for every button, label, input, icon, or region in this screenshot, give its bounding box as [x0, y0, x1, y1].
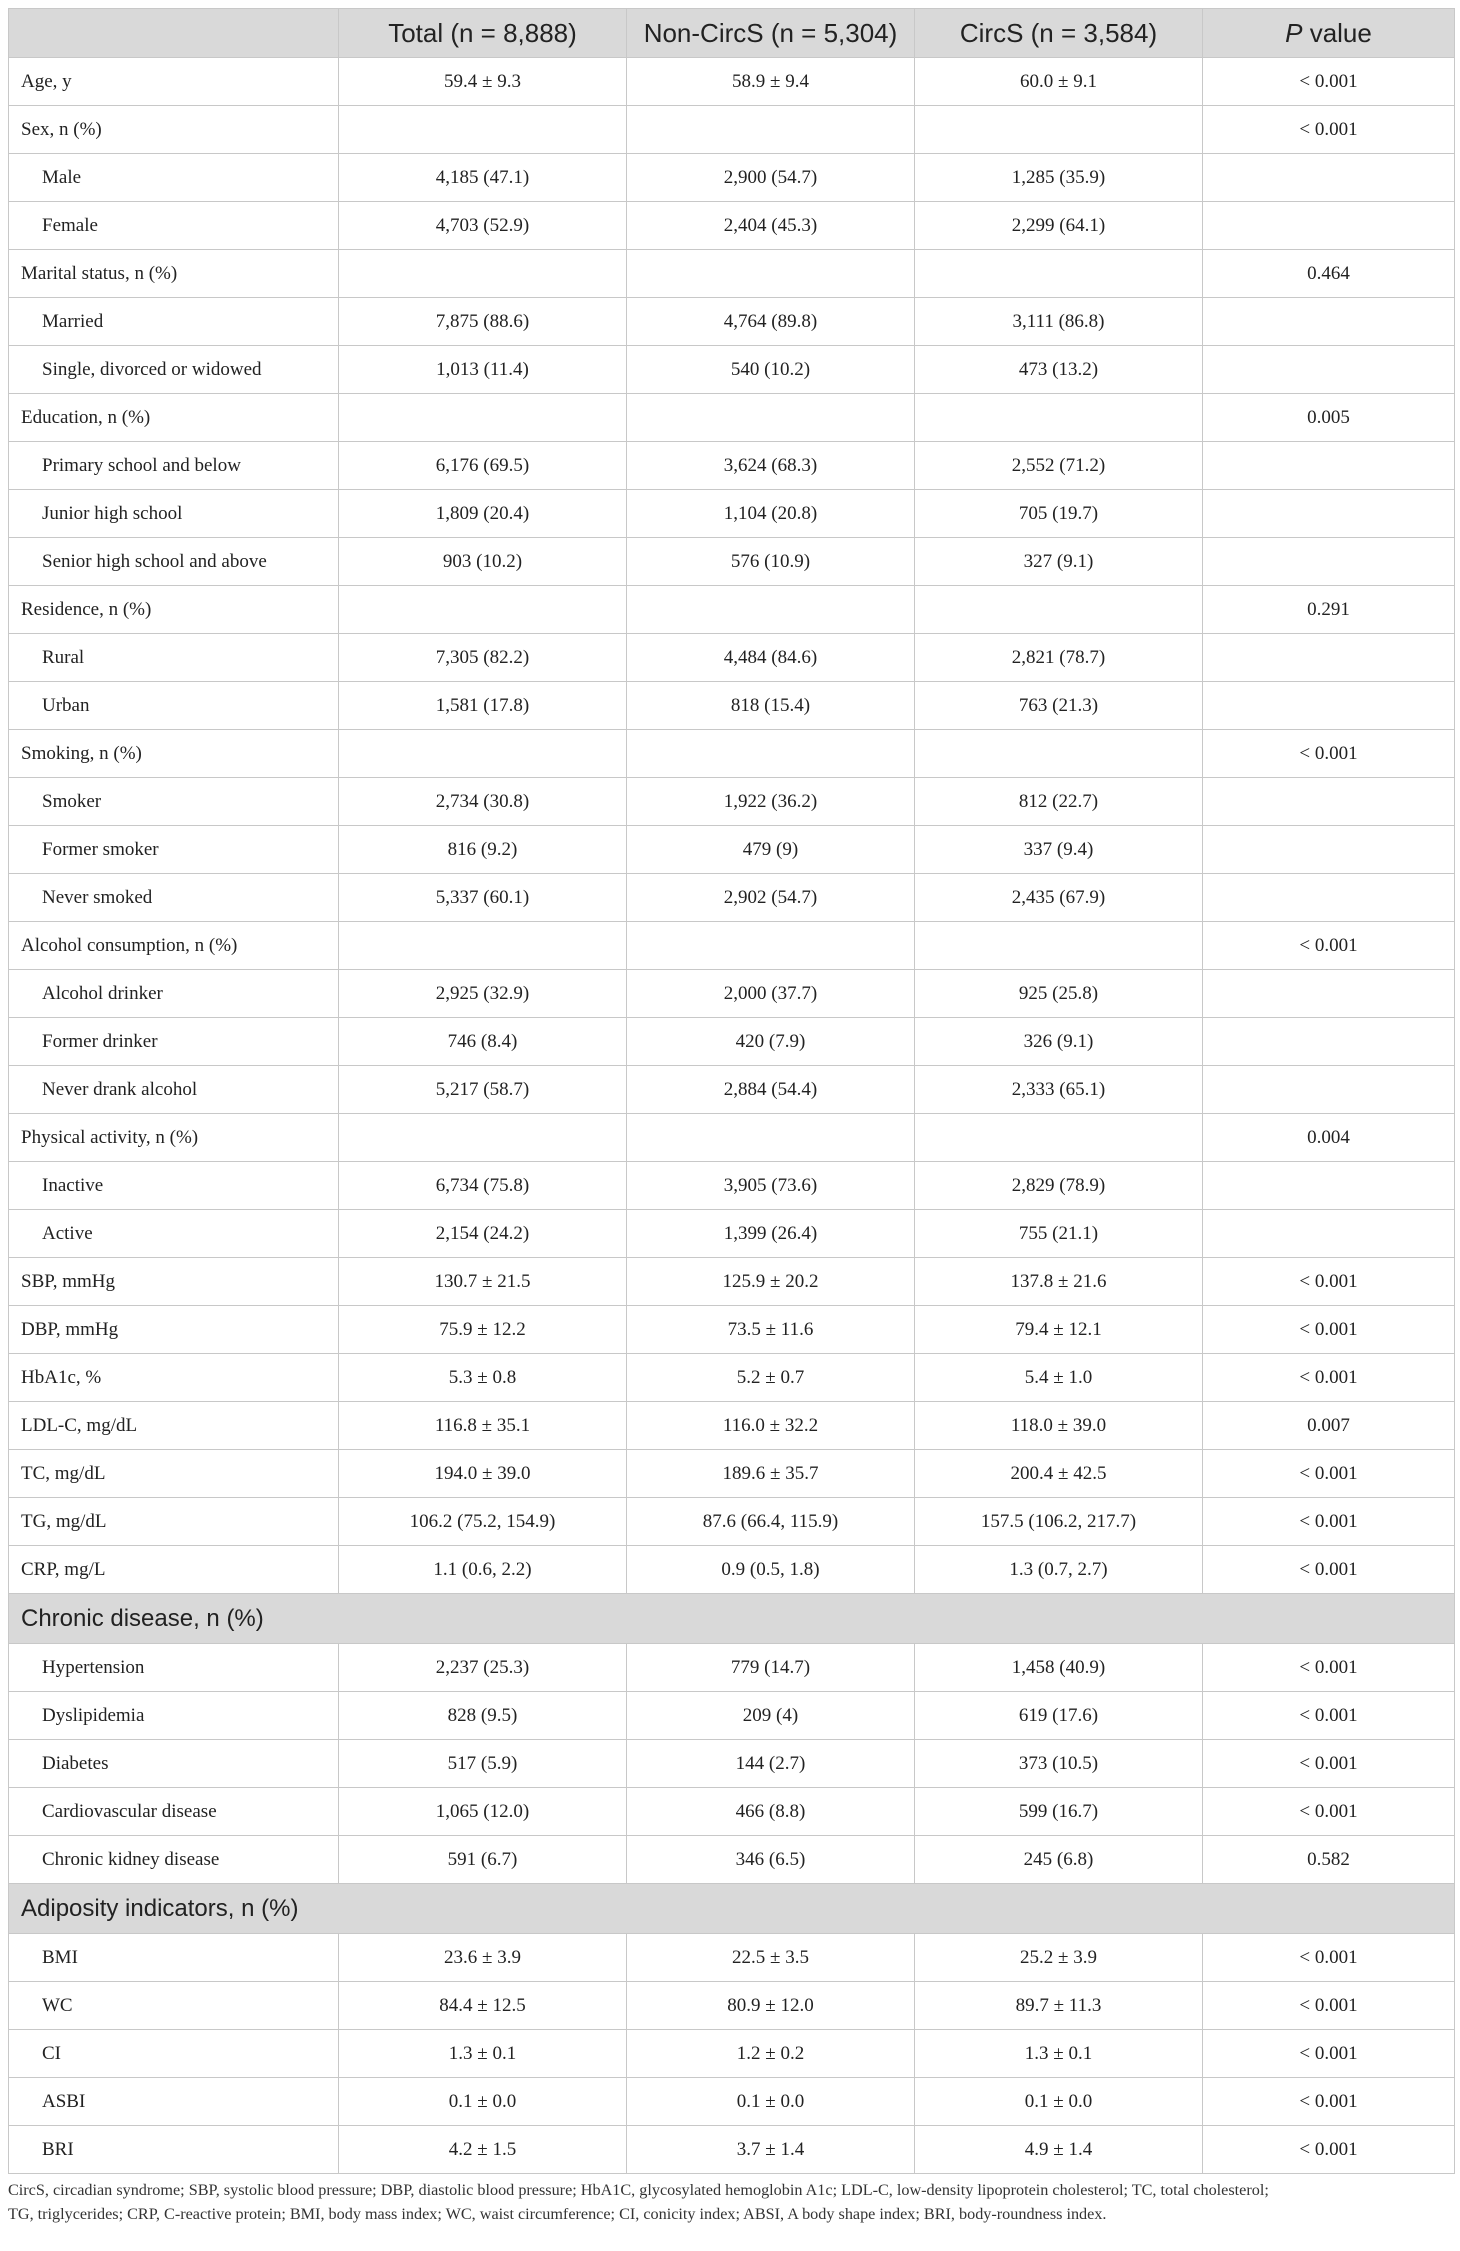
- cell-non-circs: 0.9 (0.5, 1.8): [627, 1546, 915, 1594]
- table-row: [9, 1066, 1455, 1114]
- cell-p-value: [1203, 1018, 1455, 1066]
- cell-circs: 5.4 ± 1.0: [915, 1354, 1203, 1402]
- row-label: Never drank alcohol: [9, 1066, 339, 1114]
- table-row: [9, 250, 1455, 298]
- cell-non-circs: 420 (7.9): [627, 1018, 915, 1066]
- cell-circs: 3,111 (86.8): [915, 298, 1203, 346]
- cell-circs: 2,435 (67.9): [915, 874, 1203, 922]
- cell-non-circs: 1,104 (20.8): [627, 490, 915, 538]
- cell-non-circs: 209 (4): [627, 1692, 915, 1740]
- header-circs: CircS (n = 3,584): [915, 9, 1203, 58]
- header-non-circs: Non-CircS (n = 5,304): [627, 9, 915, 58]
- table-row: [9, 1644, 1455, 1692]
- cell-circs: 326 (9.1): [915, 1018, 1203, 1066]
- cell-p-value: 0.005: [1203, 394, 1455, 442]
- table-row: [9, 1114, 1455, 1162]
- cell-circs: 619 (17.6): [915, 1692, 1203, 1740]
- cell-non-circs: [627, 730, 915, 778]
- cell-p-value: < 0.001: [1203, 1644, 1455, 1692]
- cell-non-circs: 116.0 ± 32.2: [627, 1402, 915, 1450]
- cell-p-value: [1203, 778, 1455, 826]
- cell-total: 5,337 (60.1): [339, 874, 627, 922]
- cell-non-circs: [627, 106, 915, 154]
- cell-total: 2,925 (32.9): [339, 970, 627, 1018]
- cell-circs: 2,333 (65.1): [915, 1066, 1203, 1114]
- cell-p-value: [1203, 874, 1455, 922]
- cell-total: 194.0 ± 39.0: [339, 1450, 627, 1498]
- cell-non-circs: 73.5 ± 11.6: [627, 1306, 915, 1354]
- row-label: Physical activity, n (%): [9, 1114, 339, 1162]
- cell-p-value: < 0.001: [1203, 1692, 1455, 1740]
- row-label: Urban: [9, 682, 339, 730]
- cell-non-circs: 0.1 ± 0.0: [627, 2078, 915, 2126]
- row-label: Former drinker: [9, 1018, 339, 1066]
- row-label: Active: [9, 1210, 339, 1258]
- cell-p-value: < 0.001: [1203, 922, 1455, 970]
- row-label: Married: [9, 298, 339, 346]
- cell-p-value: < 0.001: [1203, 2030, 1455, 2078]
- cell-non-circs: 22.5 ± 3.5: [627, 1934, 915, 1982]
- cell-circs: 705 (19.7): [915, 490, 1203, 538]
- cell-p-value: [1203, 1066, 1455, 1114]
- table-row: [9, 1402, 1455, 1450]
- table-row: [9, 1498, 1455, 1546]
- table-row: [9, 970, 1455, 1018]
- cell-total: 1.3 ± 0.1: [339, 2030, 627, 2078]
- cell-total: 591 (6.7): [339, 1836, 627, 1884]
- cell-p-value: [1203, 970, 1455, 1018]
- cell-total: [339, 730, 627, 778]
- table-row: [9, 1934, 1455, 1982]
- cell-total: 4,703 (52.9): [339, 202, 627, 250]
- cell-circs: 2,821 (78.7): [915, 634, 1203, 682]
- cell-total: 1,809 (20.4): [339, 490, 627, 538]
- cell-p-value: < 0.001: [1203, 1740, 1455, 1788]
- row-label: Residence, n (%): [9, 586, 339, 634]
- cell-p-value: < 0.001: [1203, 58, 1455, 106]
- table-row: [9, 1740, 1455, 1788]
- row-label: BMI: [9, 1934, 339, 1982]
- row-label: Hypertension: [9, 1644, 339, 1692]
- cell-total: 0.1 ± 0.0: [339, 2078, 627, 2126]
- cell-total: [339, 922, 627, 970]
- header-row: [9, 9, 1455, 58]
- cell-circs: [915, 106, 1203, 154]
- row-label: Primary school and below: [9, 442, 339, 490]
- cell-p-value: < 0.001: [1203, 1498, 1455, 1546]
- cell-circs: [915, 1114, 1203, 1162]
- cell-non-circs: 2,000 (37.7): [627, 970, 915, 1018]
- row-label: TC, mg/dL: [9, 1450, 339, 1498]
- cell-total: 517 (5.9): [339, 1740, 627, 1788]
- cell-p-value: [1203, 346, 1455, 394]
- table-row: [9, 2078, 1455, 2126]
- cell-p-value: 0.007: [1203, 1402, 1455, 1450]
- table-row: [9, 394, 1455, 442]
- baseline-characteristics-table: [8, 8, 1455, 2174]
- cell-circs: 812 (22.7): [915, 778, 1203, 826]
- cell-total: 2,237 (25.3): [339, 1644, 627, 1692]
- cell-total: 106.2 (75.2, 154.9): [339, 1498, 627, 1546]
- cell-non-circs: 2,902 (54.7): [627, 874, 915, 922]
- table-row: [9, 1692, 1455, 1740]
- cell-total: 1,065 (12.0): [339, 1788, 627, 1836]
- cell-p-value: [1203, 490, 1455, 538]
- footnote-line-2: TG, triglycerides; CRP, C-reactive protein; BMI, body mass index; WC, waist circumference; CI, conicity index; ABSI, A body shape index; BRI, body-roundness index.: [8, 2205, 1107, 2223]
- row-label: LDL-C, mg/dL: [9, 1402, 339, 1450]
- table-row: [9, 106, 1455, 154]
- footnote-line-1: CircS, circadian syndrome; SBP, systolic blood pressure; DBP, diastolic blood pressure; HbA1C, glycosylated hemoglobin A1c; LDL-C, low-density lipoprotein cholesterol; TC, total cholesterol;: [8, 2181, 1269, 2199]
- row-label: Never smoked: [9, 874, 339, 922]
- cell-circs: 118.0 ± 39.0: [915, 1402, 1203, 1450]
- row-label: CI: [9, 2030, 339, 2078]
- table-body: [9, 58, 1455, 2174]
- cell-p-value: < 0.001: [1203, 106, 1455, 154]
- row-label: CRP, mg/L: [9, 1546, 339, 1594]
- cell-p-value: [1203, 154, 1455, 202]
- header-p-italic: P: [1285, 17, 1303, 48]
- header-blank: [9, 9, 339, 58]
- cell-p-value: [1203, 1210, 1455, 1258]
- row-label: Smoking, n (%): [9, 730, 339, 778]
- table-row: [9, 874, 1455, 922]
- table-row: [9, 154, 1455, 202]
- table-row: [9, 1306, 1455, 1354]
- row-label: WC: [9, 1982, 339, 2030]
- cell-circs: 25.2 ± 3.9: [915, 1934, 1203, 1982]
- cell-non-circs: [627, 250, 915, 298]
- cell-total: 816 (9.2): [339, 826, 627, 874]
- section-title: Chronic disease, n (%): [9, 1594, 1455, 1644]
- cell-non-circs: 346 (6.5): [627, 1836, 915, 1884]
- row-label: Alcohol consumption, n (%): [9, 922, 339, 970]
- cell-non-circs: 189.6 ± 35.7: [627, 1450, 915, 1498]
- cell-p-value: [1203, 298, 1455, 346]
- table-row: [9, 1258, 1455, 1306]
- cell-p-value: < 0.001: [1203, 730, 1455, 778]
- cell-total: 828 (9.5): [339, 1692, 627, 1740]
- cell-non-circs: 80.9 ± 12.0: [627, 1982, 915, 2030]
- row-label: Rural: [9, 634, 339, 682]
- cell-non-circs: 144 (2.7): [627, 1740, 915, 1788]
- cell-total: 903 (10.2): [339, 538, 627, 586]
- cell-circs: 337 (9.4): [915, 826, 1203, 874]
- row-label: Former smoker: [9, 826, 339, 874]
- row-label: HbA1c, %: [9, 1354, 339, 1402]
- cell-total: 23.6 ± 3.9: [339, 1934, 627, 1982]
- cell-p-value: < 0.001: [1203, 1788, 1455, 1836]
- row-label: Education, n (%): [9, 394, 339, 442]
- row-label: Single, divorced or widowed: [9, 346, 339, 394]
- cell-p-value: 0.004: [1203, 1114, 1455, 1162]
- cell-non-circs: 1.2 ± 0.2: [627, 2030, 915, 2078]
- cell-circs: 157.5 (106.2, 217.7): [915, 1498, 1203, 1546]
- cell-non-circs: [627, 394, 915, 442]
- cell-non-circs: 1,399 (26.4): [627, 1210, 915, 1258]
- cell-circs: 1.3 ± 0.1: [915, 2030, 1203, 2078]
- row-label: SBP, mmHg: [9, 1258, 339, 1306]
- table-row: [9, 538, 1455, 586]
- cell-circs: 1,285 (35.9): [915, 154, 1203, 202]
- cell-non-circs: 3,624 (68.3): [627, 442, 915, 490]
- cell-non-circs: [627, 1114, 915, 1162]
- cell-total: 1,581 (17.8): [339, 682, 627, 730]
- cell-circs: 2,829 (78.9): [915, 1162, 1203, 1210]
- table-row: [9, 586, 1455, 634]
- section-title: Adiposity indicators, n (%): [9, 1884, 1455, 1934]
- cell-p-value: [1203, 202, 1455, 250]
- cell-circs: [915, 922, 1203, 970]
- header-p-value: [1203, 9, 1455, 58]
- footnote: [8, 2178, 1454, 2226]
- cell-p-value: 0.464: [1203, 250, 1455, 298]
- cell-total: 1,013 (11.4): [339, 346, 627, 394]
- cell-non-circs: 479 (9): [627, 826, 915, 874]
- row-label: Diabetes: [9, 1740, 339, 1788]
- cell-circs: 2,299 (64.1): [915, 202, 1203, 250]
- cell-p-value: < 0.001: [1203, 1934, 1455, 1982]
- cell-total: [339, 106, 627, 154]
- row-label: Alcohol drinker: [9, 970, 339, 1018]
- cell-non-circs: [627, 586, 915, 634]
- table-row: [9, 1788, 1455, 1836]
- cell-total: 116.8 ± 35.1: [339, 1402, 627, 1450]
- table-row: [9, 1210, 1455, 1258]
- table-row: [9, 2126, 1455, 2174]
- cell-circs: 200.4 ± 42.5: [915, 1450, 1203, 1498]
- table-row: [9, 202, 1455, 250]
- cell-non-circs: 3,905 (73.6): [627, 1162, 915, 1210]
- cell-p-value: < 0.001: [1203, 1450, 1455, 1498]
- cell-total: 4.2 ± 1.5: [339, 2126, 627, 2174]
- table-row: [9, 826, 1455, 874]
- table-row: [9, 1018, 1455, 1066]
- table-row: [9, 490, 1455, 538]
- cell-circs: 245 (6.8): [915, 1836, 1203, 1884]
- cell-p-value: 0.291: [1203, 586, 1455, 634]
- cell-circs: 763 (21.3): [915, 682, 1203, 730]
- cell-p-value: [1203, 1162, 1455, 1210]
- section-header-row: [9, 1594, 1455, 1644]
- section-header-row: [9, 1884, 1455, 1934]
- cell-non-circs: 125.9 ± 20.2: [627, 1258, 915, 1306]
- cell-circs: 373 (10.5): [915, 1740, 1203, 1788]
- cell-p-value: < 0.001: [1203, 2078, 1455, 2126]
- cell-p-value: [1203, 682, 1455, 730]
- cell-p-value: [1203, 538, 1455, 586]
- cell-total: 2,734 (30.8): [339, 778, 627, 826]
- cell-circs: 4.9 ± 1.4: [915, 2126, 1203, 2174]
- table-row: [9, 1162, 1455, 1210]
- table-row: [9, 346, 1455, 394]
- cell-p-value: < 0.001: [1203, 1306, 1455, 1354]
- cell-total: 75.9 ± 12.2: [339, 1306, 627, 1354]
- row-label: Dyslipidemia: [9, 1692, 339, 1740]
- cell-non-circs: 2,404 (45.3): [627, 202, 915, 250]
- cell-p-value: [1203, 826, 1455, 874]
- table-row: [9, 2030, 1455, 2078]
- cell-p-value: [1203, 442, 1455, 490]
- cell-non-circs: 87.6 (66.4, 115.9): [627, 1498, 915, 1546]
- header-total: Total (n = 8,888): [339, 9, 627, 58]
- row-label: Age, y: [9, 58, 339, 106]
- cell-total: 4,185 (47.1): [339, 154, 627, 202]
- cell-total: 6,176 (69.5): [339, 442, 627, 490]
- cell-non-circs: 3.7 ± 1.4: [627, 2126, 915, 2174]
- table-row: [9, 682, 1455, 730]
- cell-non-circs: 4,484 (84.6): [627, 634, 915, 682]
- cell-p-value: < 0.001: [1203, 1546, 1455, 1594]
- cell-total: 6,734 (75.8): [339, 1162, 627, 1210]
- cell-p-value: < 0.001: [1203, 1258, 1455, 1306]
- cell-total: 746 (8.4): [339, 1018, 627, 1066]
- row-label: Cardiovascular disease: [9, 1788, 339, 1836]
- cell-circs: [915, 394, 1203, 442]
- row-label: Senior high school and above: [9, 538, 339, 586]
- row-label: Female: [9, 202, 339, 250]
- cell-total: 7,305 (82.2): [339, 634, 627, 682]
- cell-total: 5,217 (58.7): [339, 1066, 627, 1114]
- cell-circs: 0.1 ± 0.0: [915, 2078, 1203, 2126]
- cell-non-circs: 5.2 ± 0.7: [627, 1354, 915, 1402]
- row-label: Inactive: [9, 1162, 339, 1210]
- table-container: [8, 8, 1454, 2226]
- cell-circs: 60.0 ± 9.1: [915, 58, 1203, 106]
- cell-circs: 1,458 (40.9): [915, 1644, 1203, 1692]
- table-row: [9, 1354, 1455, 1402]
- cell-circs: [915, 730, 1203, 778]
- row-label: TG, mg/dL: [9, 1498, 339, 1546]
- cell-non-circs: 540 (10.2): [627, 346, 915, 394]
- cell-p-value: < 0.001: [1203, 1982, 1455, 2030]
- cell-total: 2,154 (24.2): [339, 1210, 627, 1258]
- cell-total: 59.4 ± 9.3: [339, 58, 627, 106]
- table-row: [9, 58, 1455, 106]
- cell-non-circs: 58.9 ± 9.4: [627, 58, 915, 106]
- cell-p-value: < 0.001: [1203, 1354, 1455, 1402]
- table-row: [9, 298, 1455, 346]
- cell-non-circs: 2,884 (54.4): [627, 1066, 915, 1114]
- cell-circs: 2,552 (71.2): [915, 442, 1203, 490]
- table-row: [9, 1450, 1455, 1498]
- cell-total: [339, 1114, 627, 1162]
- cell-total: 1.1 (0.6, 2.2): [339, 1546, 627, 1594]
- row-label: Marital status, n (%): [9, 250, 339, 298]
- cell-non-circs: 2,900 (54.7): [627, 154, 915, 202]
- table-row: [9, 1546, 1455, 1594]
- cell-total: 7,875 (88.6): [339, 298, 627, 346]
- cell-circs: 925 (25.8): [915, 970, 1203, 1018]
- table-row: [9, 778, 1455, 826]
- row-label: Male: [9, 154, 339, 202]
- cell-circs: 599 (16.7): [915, 1788, 1203, 1836]
- cell-p-value: < 0.001: [1203, 2126, 1455, 2174]
- cell-non-circs: 466 (8.8): [627, 1788, 915, 1836]
- cell-circs: 473 (13.2): [915, 346, 1203, 394]
- cell-circs: 137.8 ± 21.6: [915, 1258, 1203, 1306]
- cell-p-value: 0.582: [1203, 1836, 1455, 1884]
- table-row: [9, 730, 1455, 778]
- cell-total: 84.4 ± 12.5: [339, 1982, 627, 2030]
- table-row: [9, 1836, 1455, 1884]
- cell-circs: 327 (9.1): [915, 538, 1203, 586]
- row-label: Junior high school: [9, 490, 339, 538]
- table-row: [9, 634, 1455, 682]
- cell-non-circs: 1,922 (36.2): [627, 778, 915, 826]
- row-label: Sex, n (%): [9, 106, 339, 154]
- row-label: Smoker: [9, 778, 339, 826]
- cell-circs: 79.4 ± 12.1: [915, 1306, 1203, 1354]
- cell-total: [339, 394, 627, 442]
- row-label: DBP, mmHg: [9, 1306, 339, 1354]
- cell-circs: 755 (21.1): [915, 1210, 1203, 1258]
- row-label: ASBI: [9, 2078, 339, 2126]
- table-row: [9, 442, 1455, 490]
- cell-circs: [915, 250, 1203, 298]
- cell-non-circs: 4,764 (89.8): [627, 298, 915, 346]
- cell-non-circs: 779 (14.7): [627, 1644, 915, 1692]
- cell-total: [339, 586, 627, 634]
- cell-non-circs: [627, 922, 915, 970]
- cell-non-circs: 818 (15.4): [627, 682, 915, 730]
- table-row: [9, 922, 1455, 970]
- cell-circs: 89.7 ± 11.3: [915, 1982, 1203, 2030]
- header-p-rest: value: [1302, 17, 1372, 48]
- row-label: Chronic kidney disease: [9, 1836, 339, 1884]
- cell-circs: 1.3 (0.7, 2.7): [915, 1546, 1203, 1594]
- table-row: [9, 1982, 1455, 2030]
- cell-circs: [915, 586, 1203, 634]
- cell-total: [339, 250, 627, 298]
- cell-p-value: [1203, 634, 1455, 682]
- cell-total: 130.7 ± 21.5: [339, 1258, 627, 1306]
- row-label: BRI: [9, 2126, 339, 2174]
- cell-non-circs: 576 (10.9): [627, 538, 915, 586]
- cell-total: 5.3 ± 0.8: [339, 1354, 627, 1402]
